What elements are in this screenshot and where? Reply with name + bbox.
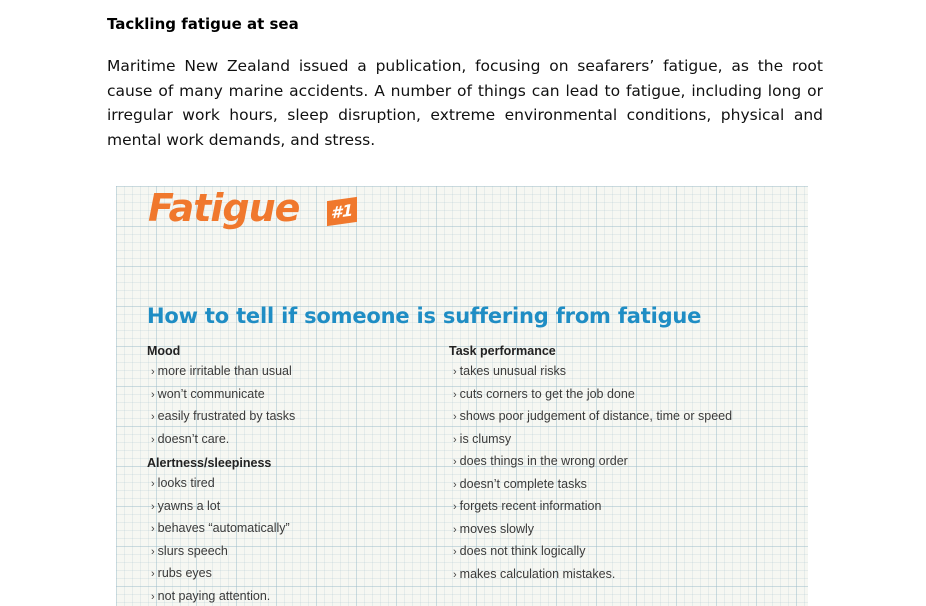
list-item: › moves slowly [449, 518, 799, 541]
chevron-right-icon: › [151, 501, 155, 513]
list-item: › not paying attention. [147, 585, 437, 606]
task-performance-list [449, 360, 799, 585]
chevron-right-icon: › [453, 366, 457, 378]
section-title-alertness: Alertness/sleepiness [147, 454, 437, 472]
chevron-right-icon: › [453, 389, 457, 401]
list-item: › does not think logically [449, 540, 799, 563]
fatigue-poster-image [116, 186, 808, 606]
list-item: › doesn’t complete tasks [449, 473, 799, 496]
list-item: › looks tired [147, 472, 437, 495]
poster-title: How to tell if someone is suffering from fatigue [147, 304, 701, 328]
list-item: › takes unusual risks [449, 360, 799, 383]
list-item: › more irritable than usual [147, 360, 437, 383]
chevron-right-icon: › [453, 434, 457, 446]
list-item: › easily frustrated by tasks [147, 405, 437, 428]
poster-left-column [147, 342, 437, 606]
section-title-mood: Mood [147, 342, 437, 360]
chevron-right-icon: › [151, 591, 155, 603]
list-item: › shows poor judgement of distance, time or speed [449, 405, 799, 428]
chevron-right-icon: › [151, 523, 155, 535]
list-item: › makes calculation mistakes. [449, 563, 799, 586]
list-item: › won’t communicate [147, 383, 437, 406]
article-paragraph: Maritime New Zealand issued a publication, focusing on seafarers’ fatigue, as the root cause of many marine accidents. A number of things can lead to fatigue, including long or irregular work hours, sleep disruption, extreme environmental conditions, physical and mental work demands, and stress. [107, 54, 823, 152]
list-item: › does things in the wrong order [449, 450, 799, 473]
chevron-right-icon: › [453, 411, 457, 423]
alertness-list [147, 472, 437, 606]
chevron-right-icon: › [151, 434, 155, 446]
section-title-task-performance: Task performance [449, 342, 799, 360]
chevron-right-icon: › [151, 478, 155, 490]
chevron-right-icon: › [151, 411, 155, 423]
chevron-right-icon: › [453, 501, 457, 513]
poster-brand: Fatigue [148, 186, 299, 230]
poster-brand-tag: #1 [327, 197, 357, 226]
chevron-right-icon: › [453, 569, 457, 581]
list-item: › yawns a lot [147, 495, 437, 518]
list-item: › cuts corners to get the job done [449, 383, 799, 406]
chevron-right-icon: › [453, 524, 457, 536]
list-item: › slurs speech [147, 540, 437, 563]
chevron-right-icon: › [453, 456, 457, 468]
chevron-right-icon: › [453, 479, 457, 491]
article-heading: Tackling fatigue at sea [107, 15, 299, 33]
chevron-right-icon: › [151, 389, 155, 401]
chevron-right-icon: › [151, 366, 155, 378]
chevron-right-icon: › [151, 568, 155, 580]
list-item: › doesn’t care. [147, 428, 437, 451]
poster-right-column [449, 342, 799, 585]
list-item: › forgets recent information [449, 495, 799, 518]
list-item: › rubs eyes [147, 562, 437, 585]
list-item: › is clumsy [449, 428, 799, 451]
mood-list [147, 360, 437, 450]
chevron-right-icon: › [151, 546, 155, 558]
chevron-right-icon: › [453, 546, 457, 558]
list-item: › behaves “automatically” [147, 517, 437, 540]
